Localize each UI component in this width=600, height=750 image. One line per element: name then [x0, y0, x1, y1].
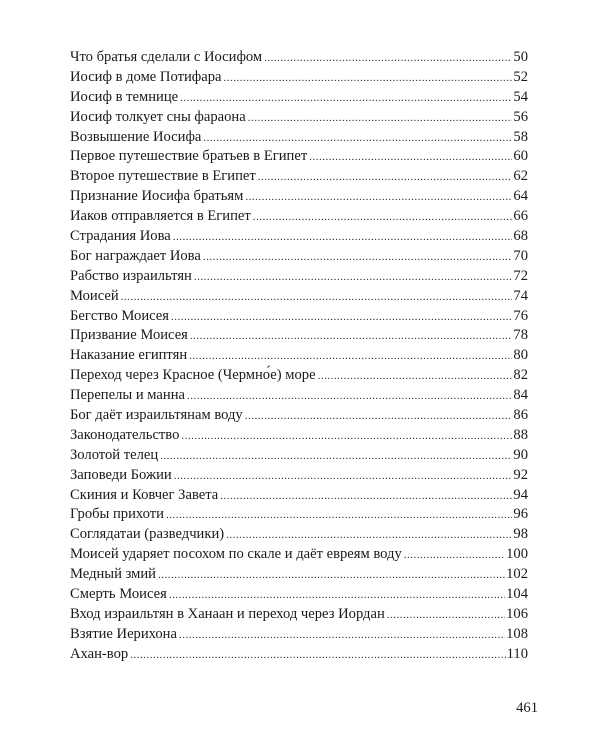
- toc-entry: [70, 406, 528, 426]
- toc-entry-title: Бегство Моисея: [70, 307, 169, 324]
- dot-leader: [190, 327, 513, 347]
- dot-leader: [258, 168, 513, 188]
- dot-leader: [158, 566, 505, 586]
- toc-entry-title: Медный змий: [70, 566, 156, 583]
- toc-entry-page: 64: [513, 188, 528, 205]
- dot-leader: [121, 288, 513, 308]
- toc-entry: [70, 386, 528, 406]
- toc-entry-page: 100: [506, 546, 528, 563]
- toc-entry: [70, 426, 528, 446]
- toc-entry: [70, 267, 528, 287]
- dot-leader: [248, 109, 513, 129]
- toc-entry-page: 56: [513, 108, 528, 125]
- toc-entry: [70, 108, 528, 128]
- toc-entry-title: Первое путешествие братьев в Египет: [70, 148, 308, 165]
- dot-leader: [223, 69, 512, 89]
- toc-entry: [70, 605, 528, 625]
- toc-entry-title: Рабство израильтян: [70, 267, 192, 284]
- dot-leader: [179, 626, 505, 646]
- toc-entry: [70, 366, 528, 386]
- toc-entry-page: 78: [513, 327, 528, 344]
- toc-entry-title: Смерть Моисея: [70, 586, 167, 603]
- toc-entry-title: Наказание египтян: [70, 347, 188, 364]
- toc-entry-page: 84: [513, 387, 528, 404]
- toc-entry-title: Золотой телец: [70, 446, 159, 463]
- toc-entry-page: 74: [513, 287, 528, 304]
- toc-entry-page: 94: [513, 486, 528, 503]
- toc-entry-title: Вход израильтян в Ханаан и переход через Иордан: [70, 605, 385, 622]
- toc-entry-page: 60: [513, 148, 528, 165]
- page-number: 461: [516, 700, 538, 716]
- toc-entry-title: Признание Иосифа братьям: [70, 188, 244, 205]
- dot-leader: [171, 308, 512, 328]
- toc-entry: [70, 326, 528, 346]
- toc-entry-title: Что братья сделали с Иосифом: [70, 49, 263, 65]
- dot-leader: [130, 646, 505, 666]
- toc-entry-page: 54: [513, 88, 528, 105]
- toc-entry-page: 82: [513, 367, 528, 384]
- toc-entry-page: 110: [506, 645, 528, 662]
- toc-entry: [70, 287, 528, 307]
- dot-leader: [226, 526, 512, 546]
- toc-entry-title: Второе путешествие в Египет: [70, 168, 256, 185]
- toc-entry: [70, 446, 528, 466]
- toc-entry-page: 104: [506, 586, 528, 603]
- toc-entry: [70, 307, 528, 327]
- dot-leader: [160, 447, 512, 467]
- toc-entry-title: Скиния и Ковчег Завета: [70, 486, 219, 503]
- toc-entry: [70, 68, 528, 88]
- dot-leader: [387, 606, 505, 626]
- toc-entry-page: 72: [513, 267, 528, 284]
- toc-entry-page: 76: [513, 307, 528, 324]
- toc-entry-page: 58: [513, 128, 528, 145]
- toc-entry: [70, 585, 528, 605]
- toc-entry-page: 62: [513, 168, 528, 185]
- toc-entry-title: Иосиф в темнице: [70, 88, 179, 105]
- dot-leader: [264, 49, 512, 69]
- toc-entry: [70, 545, 528, 565]
- toc-entry: [70, 486, 528, 506]
- table-of-contents: [70, 48, 528, 665]
- dot-leader: [245, 188, 512, 208]
- toc-entry-title: Призвание Моисея: [70, 327, 188, 344]
- dot-leader: [173, 228, 513, 248]
- toc-entry-title: Возвышение Иосифа: [70, 128, 202, 145]
- toc-entry: [70, 625, 528, 645]
- toc-entry-page: 80: [513, 347, 528, 364]
- toc-entry: [70, 187, 528, 207]
- toc-entry: [70, 128, 528, 148]
- dot-leader: [318, 367, 513, 387]
- dot-leader: [181, 427, 512, 447]
- dot-leader: [309, 148, 512, 168]
- toc-entry: [70, 147, 528, 167]
- toc-entry: [70, 227, 528, 247]
- toc-entry-page: 90: [513, 446, 528, 463]
- dot-leader: [180, 89, 512, 109]
- toc-entry: [70, 645, 528, 665]
- toc-entry-title: Моисей ударяет посохом по скале и даёт евреям воду: [70, 546, 402, 563]
- toc-entry: [70, 466, 528, 486]
- toc-entry-title: Бог награждает Иова: [70, 247, 201, 264]
- toc-entry: [70, 207, 528, 227]
- toc-entry-page: 52: [513, 68, 528, 85]
- toc-entry-title: Иосиф толкует сны фараона: [70, 108, 246, 125]
- toc-entry-page: 92: [513, 466, 528, 483]
- toc-entry-page: 70: [513, 247, 528, 264]
- toc-entry-title: Гробы прихоти: [70, 506, 164, 523]
- toc-entry: [70, 346, 528, 366]
- toc-entry-title: Соглядатаи (разведчики): [70, 526, 225, 543]
- dot-leader: [203, 248, 513, 268]
- toc-entry-title: Иаков отправляется в Египет: [70, 208, 251, 225]
- toc-entry-page: 88: [513, 426, 528, 443]
- toc-entry-title: Иосиф в доме Потифара: [70, 68, 222, 85]
- dot-leader: [194, 268, 513, 288]
- toc-entry-title: Моисей: [70, 287, 119, 304]
- dot-leader: [169, 586, 505, 606]
- dot-leader: [404, 546, 505, 566]
- dot-leader: [189, 347, 512, 367]
- dot-leader: [253, 208, 513, 228]
- toc-entry-page: 66: [513, 208, 528, 225]
- toc-entry-page: 108: [506, 625, 528, 642]
- toc-entry-page: 106: [506, 605, 528, 622]
- dot-leader: [166, 506, 512, 526]
- dot-leader: [174, 467, 513, 487]
- toc-entry-page: 102: [506, 566, 528, 583]
- dot-leader: [203, 129, 512, 149]
- toc-entry-title: Перепелы и манна: [70, 387, 185, 404]
- dot-leader: [245, 407, 513, 427]
- toc-entry-title: Заповеди Божии: [70, 466, 172, 483]
- toc-entry: [70, 88, 528, 108]
- toc-entry-page: 50: [513, 49, 528, 65]
- toc-entry-page: 96: [513, 506, 528, 523]
- toc-entry-page: 68: [513, 228, 528, 245]
- toc-entry-title: Страдания Иова: [70, 228, 171, 245]
- toc-entry: [70, 48, 528, 68]
- toc-entry: [70, 167, 528, 187]
- toc-entry: [70, 525, 528, 545]
- toc-entry: [70, 565, 528, 585]
- toc-entry-title: Взятие Иерихона: [70, 625, 177, 642]
- toc-entry-title: Ахан-вор: [70, 645, 129, 662]
- toc-entry: [70, 505, 528, 525]
- toc-entry: [70, 247, 528, 267]
- dot-leader: [220, 487, 512, 507]
- dot-leader: [187, 387, 512, 407]
- toc-entry-title: Бог даёт израильтянам воду: [70, 407, 243, 424]
- toc-entry-title: Переход через Красное (Чермно́е) море: [70, 367, 316, 384]
- toc-entry-page: 86: [513, 407, 528, 424]
- toc-entry-page: 98: [513, 526, 528, 543]
- toc-entry-title: Законодательство: [70, 426, 180, 443]
